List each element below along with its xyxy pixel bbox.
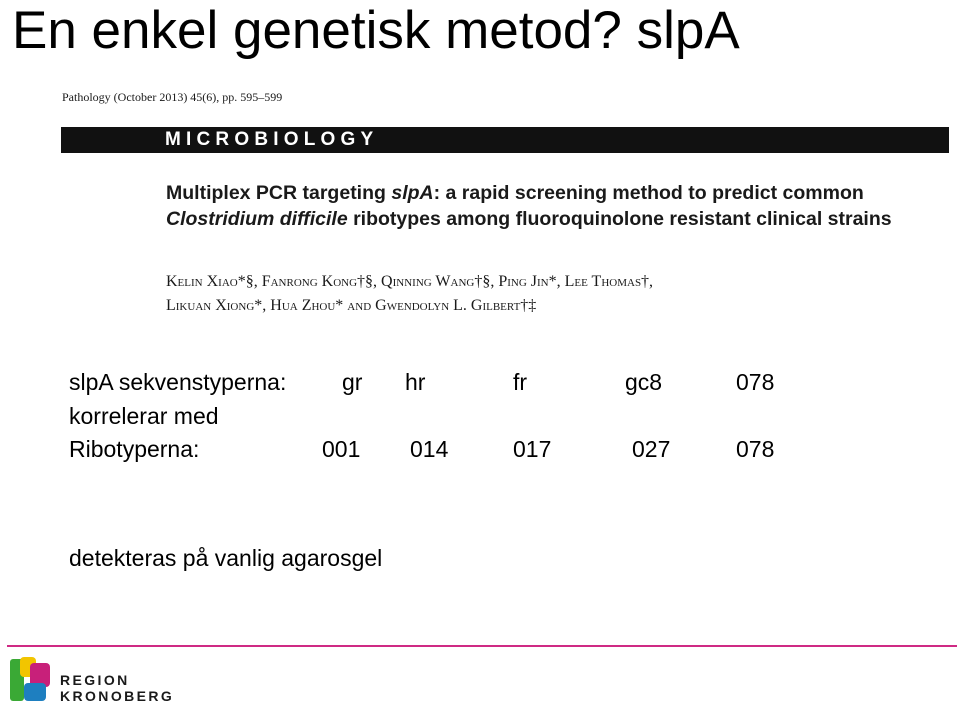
section-label: MICROBIOLOGY [165,129,379,150]
slide-title: En enkel genetisk metod? slpA [12,1,740,60]
logo-wordmark [60,672,174,704]
article-title-gene: slpA [391,182,434,204]
authors-line: Likuan Xiong*, Hua Zhou* and Gwendolyn L. Gilbert†‡ [166,297,537,314]
ribotype: 017 [513,436,552,462]
detection-text: detekteras på vanlig agarosgel [69,545,383,571]
article-title-part: Multiplex PCR targeting [166,182,392,204]
section-banner [61,127,949,153]
ribotype-label: Ribotyperna: [69,436,200,462]
logo-blue-block [24,683,46,701]
ribotype: 001 [322,436,361,462]
ribotype: 027 [632,436,671,462]
sequence-type: gc8 [625,369,663,395]
slpa-label: slpA sekvenstyperna: [69,369,287,395]
footer-divider [7,645,957,647]
journal-citation: Pathology (October 2013) 45(6), pp. 595–599 [62,90,283,104]
sequence-type: hr [405,369,426,395]
sequence-type: 078 [736,369,775,395]
article-title-species: Clostridium difficile [166,208,348,230]
logo-line: REGION [60,672,130,688]
correlates-text: korrelerar med [69,403,219,429]
article-title-part: ribotypes among fluoroquinolone resistant clinical strains [347,208,892,230]
sequence-type: gr [342,369,363,395]
region-kronoberg-logo-icon [10,657,50,701]
ribotype: 078 [736,436,775,462]
article-authors [166,270,926,318]
logo-line: KRONOBERG [60,688,175,704]
article-title-part: : a rapid screening method to predict common [433,182,864,204]
article-title [166,180,926,232]
ribotype: 014 [410,436,449,462]
sequence-type: fr [513,369,528,395]
authors-line: Kelin Xiao*§, Fanrong Kong†§, Qinning Wang†§, Ping Jin*, Lee Thomas†, [166,273,654,290]
